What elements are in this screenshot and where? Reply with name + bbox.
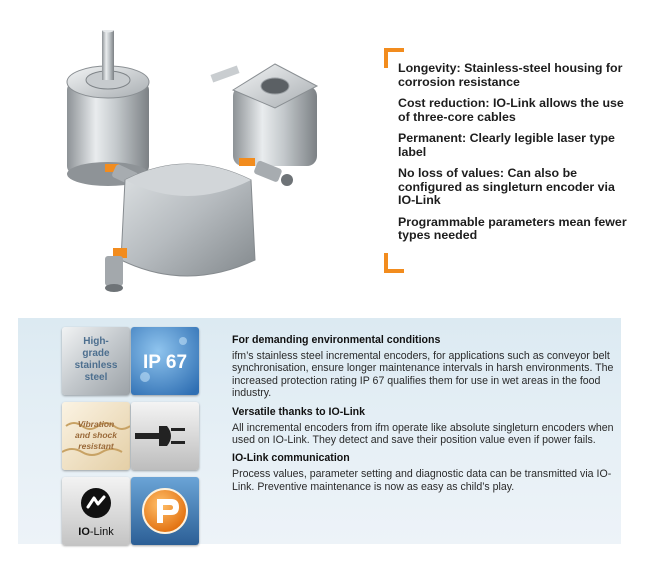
feature-item: Permanent: Clearly legible laser type label bbox=[398, 131, 615, 159]
svg-text:steel: steel bbox=[84, 372, 108, 383]
feature-item: Programmable parameters mean fewer types needed bbox=[398, 214, 627, 242]
encoder-solid-shaft bbox=[67, 30, 149, 190]
product-photo bbox=[55, 30, 365, 300]
svg-text:High-: High- bbox=[83, 336, 109, 347]
io-link-badge bbox=[62, 477, 130, 545]
section-body: Process values, parameter setting and diagnostic data can be transmitted via IO-Link. Preventive maintenance is now as easy as child’s play. bbox=[232, 468, 612, 493]
cable-connector-icon bbox=[131, 402, 199, 470]
svg-text:and shock: and shock bbox=[74, 430, 118, 440]
parameter-logo-icon bbox=[131, 477, 199, 545]
section-title: Versatile thanks to IO-Link bbox=[232, 405, 366, 418]
svg-text:IP 67: IP 67 bbox=[142, 352, 188, 373]
feature-list bbox=[398, 62, 634, 251]
info-text bbox=[232, 334, 617, 499]
three-core-cable-badge bbox=[131, 402, 199, 470]
section-title: For demanding environmental conditions bbox=[232, 334, 441, 346]
encoder-illustration bbox=[55, 30, 365, 300]
feature-item: Cost reduction: IO-Link allows the use of three-core cables bbox=[398, 96, 624, 124]
section-body: ifm’s stainless steel incremental encoders, for applications such as conveyor belt synchronisation, ensure longer maintenance intervals in harsh environments. The increased protection rating IP 67 qualifies them for use in wet areas in the food industry. bbox=[232, 350, 614, 400]
section-body: All incremental encoders from ifm operate like absolute singleturn encoders when used on IO-Link. They detect and save their position value even if power fails. bbox=[232, 421, 614, 447]
feature-item: Longevity: Stainless-steel housing for corrosion resistance bbox=[398, 61, 623, 89]
svg-text:stainless: stainless bbox=[74, 360, 118, 371]
svg-text:IO-Link: IO-Link bbox=[78, 526, 114, 538]
svg-text:resistant: resistant bbox=[78, 441, 114, 451]
stainless-steel-badge bbox=[62, 327, 130, 395]
section-title: IO-Link communication bbox=[232, 452, 350, 465]
feature-box bbox=[384, 48, 634, 273]
vibration-resistant-badge bbox=[62, 402, 130, 470]
parameter-software-badge bbox=[131, 477, 199, 545]
feature-item: No loss of values: Can also be configured as singleturn encoder via IO-Link bbox=[398, 166, 615, 207]
svg-text:Vibration: Vibration bbox=[77, 419, 115, 429]
bracket-bottom-decoration bbox=[384, 253, 404, 273]
svg-text:grade: grade bbox=[82, 348, 110, 359]
encoder-hollow-shaft bbox=[210, 64, 317, 186]
ip67-badge bbox=[131, 327, 199, 395]
encoder-flange-housing bbox=[105, 164, 255, 292]
